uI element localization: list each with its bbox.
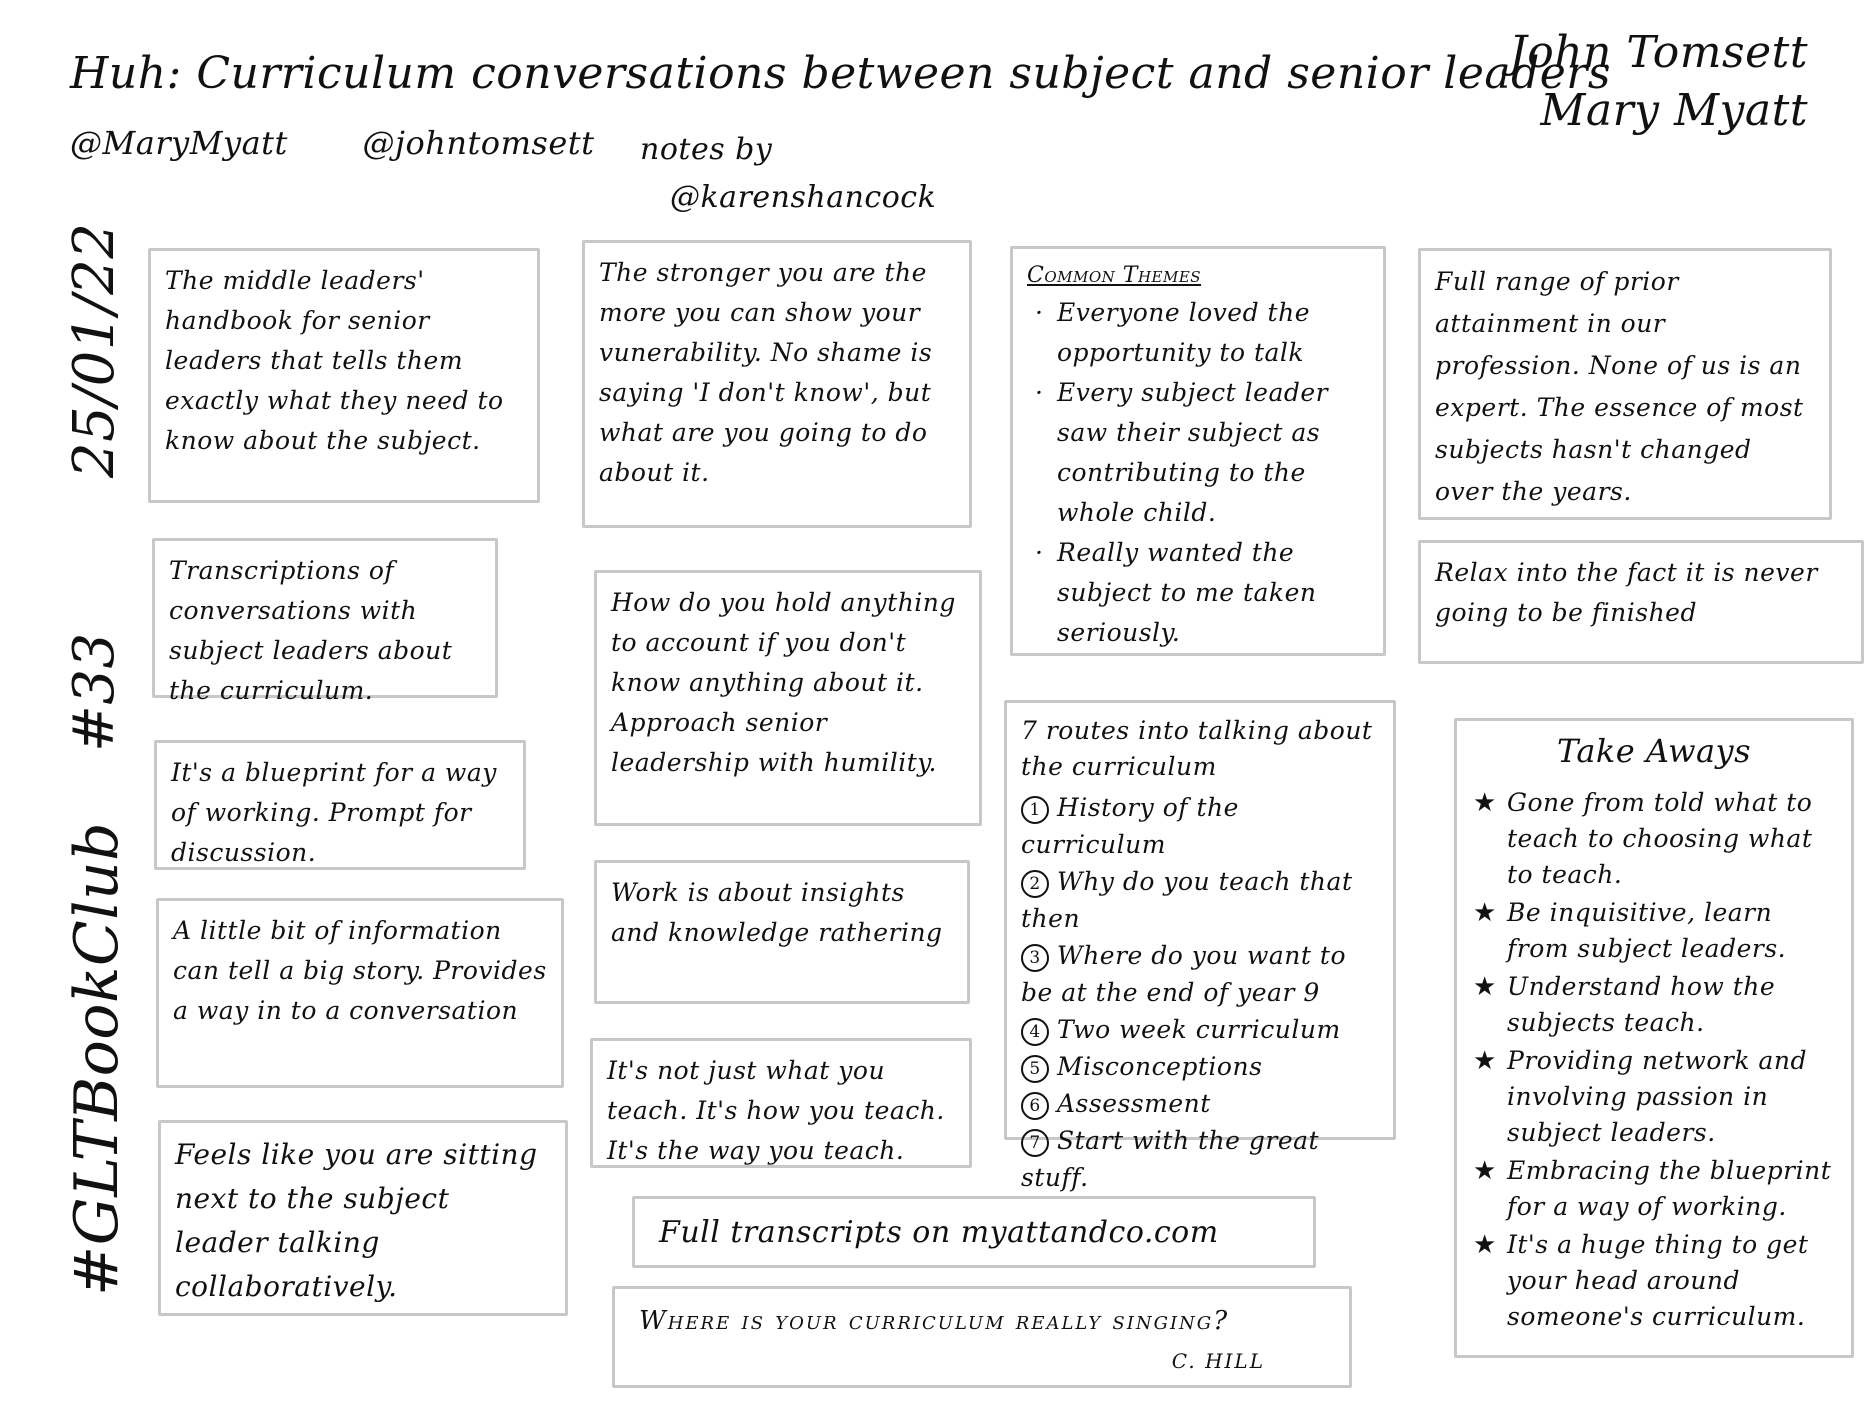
note-card (594, 860, 970, 1004)
number-circle-icon: 6 (1021, 1092, 1049, 1120)
list-item: 3 Where do you want to be at the end of year 9 (1021, 941, 1347, 1007)
list-item: 2 Why do you teach that then (1021, 867, 1353, 933)
note-card (154, 740, 526, 870)
note-text: Full range of prior attainment in our profession. None of us is an expert. The essence of most subjects hasn't changed over the years. (1435, 267, 1804, 506)
number-circle-icon: 5 (1021, 1055, 1049, 1083)
star-icon: · ★ (1473, 1046, 1497, 1076)
authors (1508, 24, 1808, 140)
list-item: 1 History of the curriculum (1021, 793, 1239, 859)
common-themes-list (1027, 293, 1369, 653)
list-item: 6 Assessment (1021, 1085, 1379, 1122)
note-card (582, 240, 972, 528)
note-text: Work is about insights and knowledge rathering (611, 878, 943, 947)
list-item: · ★ Gone from told what to teach to choosing what to teach. (1471, 785, 1837, 893)
star-icon: · ★ (1473, 898, 1497, 928)
author-handles (70, 124, 658, 162)
takeaways-title: Take Aways (1556, 732, 1752, 770)
note-card (590, 1038, 972, 1168)
note-card (152, 538, 498, 705)
list-item: · ★ Embracing the blueprint for a way of working. (1471, 1153, 1837, 1225)
note-card (1418, 540, 1864, 664)
list-item: · Really wanted the subject to me taken seriously. (1027, 533, 1369, 653)
note-text: It's not just what you teach. It's how you teach. It's the way you teach. (607, 1056, 945, 1165)
list-item: · ★ Be inquisitive, learn from subject leaders. (1471, 895, 1837, 967)
twitter-handle: @MaryMyatt (70, 124, 288, 162)
notes-by-handle: @karenshancock (670, 180, 937, 215)
page-title: Huh: Curriculum conversations between subject and senior leaders (70, 48, 1611, 99)
list-item: 7 Start with the great stuff. (1021, 1126, 1320, 1192)
takeaways-card (1454, 718, 1854, 1358)
number-circle-icon: 7 (1021, 1129, 1049, 1157)
routes-intro: 7 routes into talking about the curriculum (1021, 716, 1373, 781)
note-card (158, 1120, 568, 1316)
note-text: How do you hold anything to account if you don't know anything about it. Approach senior leadership with humility. (611, 588, 956, 777)
number-circle-icon: 4 (1021, 1018, 1049, 1046)
session-date: 25/01/22 (62, 222, 127, 478)
number-circle-icon: 1 (1021, 796, 1049, 824)
routes-card (1004, 700, 1396, 1192)
star-icon: · ★ (1473, 788, 1497, 818)
transcripts-banner: Full transcripts on myattandco.com (632, 1196, 1316, 1268)
note-text: The middle leaders' handbook for senior leaders that tells them exactly what they need to know about the subject. (165, 266, 504, 455)
twitter-handle: @johntomsett (362, 124, 595, 162)
note-text: Relax into the fact it is never going to be finished (1435, 558, 1818, 627)
number-circle-icon: 2 (1021, 870, 1049, 898)
list-item: 5 Misconceptions (1021, 1048, 1379, 1085)
list-item: · Everyone loved the opportunity to talk (1027, 293, 1369, 373)
notes-by (640, 126, 936, 222)
book-club-hashtag: #GLTBookClub (62, 821, 132, 1296)
session-number: #33 (62, 632, 127, 752)
list-item: · Every subject leader saw their subject as contributing to the whole child. (1027, 373, 1369, 533)
note-card (148, 248, 540, 503)
common-themes-card (1010, 246, 1386, 656)
note-card (1418, 248, 1832, 520)
question-attribution: C. HILL (1171, 1349, 1265, 1373)
note-card (594, 570, 982, 826)
star-icon: · ★ (1473, 1230, 1497, 1260)
list-item: · ★ Providing network and involving passion in subject leaders. (1471, 1043, 1837, 1151)
note-text: A little bit of information can tell a big story. Provides a way in to a conversation (173, 916, 547, 1025)
list-item: 4 Two week curriculum (1021, 1011, 1379, 1048)
note-text: Transcriptions of conversations with subject leaders about the curriculum. (169, 556, 453, 705)
common-themes-heading: Common Themes (1027, 263, 1202, 288)
takeaways-list (1471, 785, 1837, 1335)
list-item: · ★ Understand how the subjects teach. (1471, 969, 1837, 1041)
note-card (156, 898, 564, 1088)
routes-list (1021, 789, 1379, 1196)
star-icon: · ★ (1473, 1156, 1497, 1186)
note-text: It's a blueprint for a way of working. Prompt for discussion. (171, 758, 497, 867)
note-text: The stronger you are the more you can show your vunerability. No shame is saying 'I don't know', but what are you going to do about it. (599, 258, 933, 487)
author-name: Mary Myatt (1540, 85, 1808, 136)
closing-question-card (612, 1286, 1352, 1388)
author-name: John Tomsett (1509, 27, 1808, 78)
notes-by-label: notes by (640, 132, 773, 167)
list-item: · ★ It's a huge thing to get your head around someone's curriculum. (1471, 1227, 1837, 1335)
star-icon: · ★ (1473, 972, 1497, 1002)
note-text: Feels like you are sitting next to the subject leader talking collaboratively. (175, 1138, 538, 1303)
number-circle-icon: 3 (1021, 944, 1049, 972)
closing-question: Where is your curriculum really singing? (639, 1306, 1230, 1336)
